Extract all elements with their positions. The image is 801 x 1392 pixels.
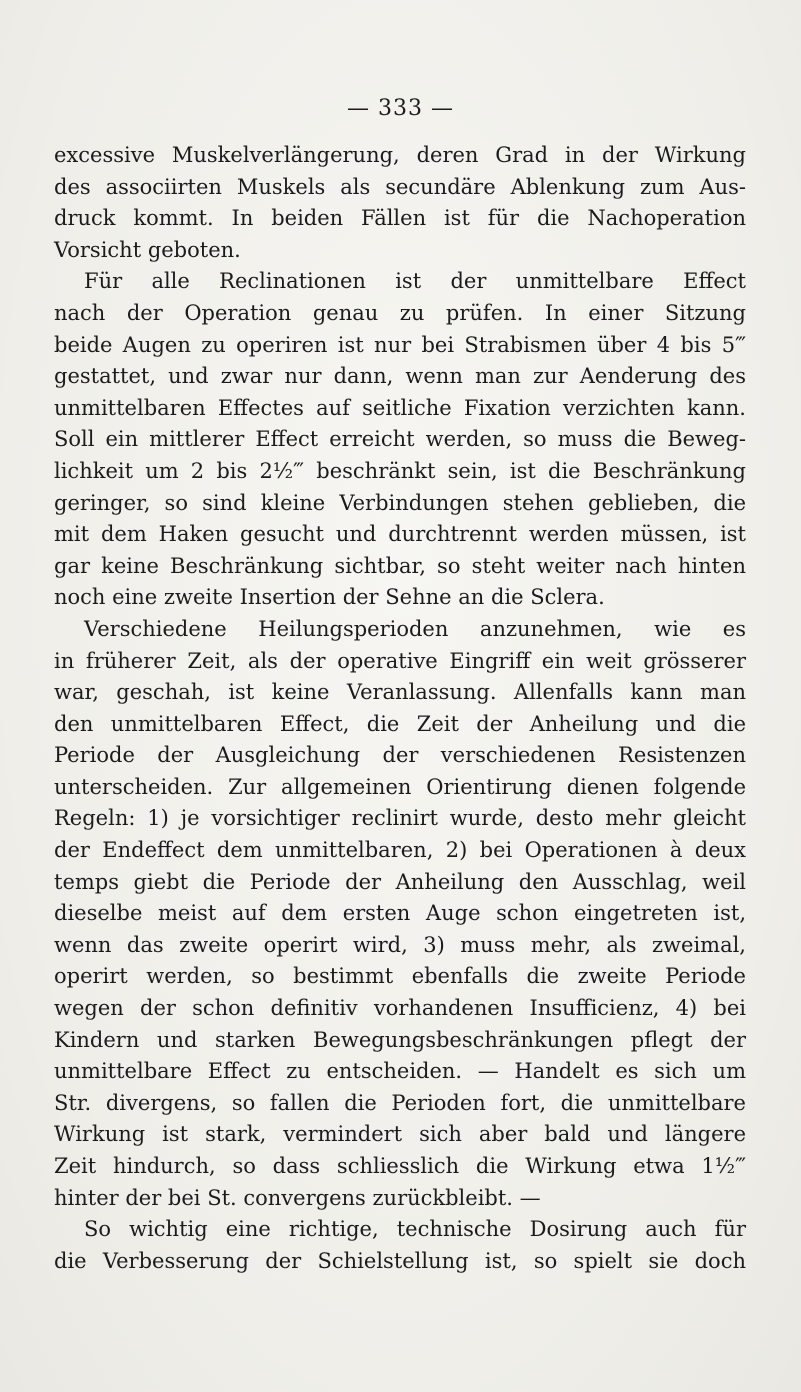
text-line: Regeln: 1) je vorsichtiger reclinirt wurde, desto mehr gleicht <box>54 806 746 831</box>
text-line: So wichtig eine richtige, technische Dosirung auch für <box>84 1217 746 1242</box>
text-line: Soll ein mittlerer Effect erreicht werden, so muss die Beweg- <box>54 427 746 452</box>
text-line: lichkeit um 2 bis 2½‴ beschränkt sein, ist die Beschränkung <box>54 458 746 483</box>
text-line: Kindern und starken Bewegungsbeschränkungen pflegt der <box>54 1027 746 1052</box>
text-line: die Verbesserung der Schielstellung ist, so spielt sie doch <box>54 1248 746 1273</box>
text-line: Wirkung ist stark, vermindert sich aber bald und längere <box>54 1122 746 1147</box>
text-line: des associirten Muskels als secundäre Ablenkung zum Aus- <box>54 174 746 199</box>
text-line: war, geschah, ist keine Veranlassung. Allenfalls kann man <box>54 680 746 705</box>
text-line: geringer, so sind kleine Verbindungen stehen geblieben, die <box>54 490 746 515</box>
text-line: der Endeffect dem unmittelbaren, 2) bei Operationen à deux <box>54 838 746 863</box>
text-line: Str. divergens, so fallen die Perioden fort, die unmittelbare <box>54 1090 746 1115</box>
text-line: wenn das zweite operirt wird, 3) muss mehr, als zweimal, <box>54 932 746 957</box>
text-line: in früherer Zeit, als der operative Eingriff ein weit grösserer <box>54 648 746 673</box>
text-line: operirt werden, so bestimmt ebenfalls die zweite Periode <box>54 964 746 989</box>
page-number: — 333 — <box>347 96 454 121</box>
text-line: Verschiedene Heilungsperioden anzunehmen, wie es <box>84 616 746 641</box>
text-line: Zeit hindurch, so dass schliesslich die Wirkung etwa 1½‴ <box>54 1154 746 1178</box>
text-line: Vorsicht geboten. <box>54 237 241 262</box>
text-line: gar keine Beschränkung sichtbar, so steht weiter nach hinten <box>54 553 746 578</box>
text-line: dieselbe meist auf dem ersten Auge schon eingetreten ist, <box>54 901 746 926</box>
text-line: excessive Muskelverlängerung, deren Grad in der Wirkung <box>54 143 746 167</box>
text-line: unmittelbare Effect zu entscheiden. — Handelt es sich um <box>54 1059 746 1084</box>
text-line: unterscheiden. Zur allgemeinen Orientirung dienen folgende <box>54 774 746 799</box>
text-line: beide Augen zu operiren ist nur bei Strabismen über 4 bis 5‴ <box>54 332 746 357</box>
text-line: gestattet, und zwar nur dann, wenn man zur Aenderung des <box>54 364 746 389</box>
body-text <box>54 140 746 1277</box>
text-line: wegen der schon definitiv vorhandenen Insufficienz, 4) bei <box>54 996 746 1021</box>
text-line: mit dem Haken gesucht und durchtrennt werden müssen, ist <box>54 522 746 547</box>
text-line: hinter der bei St. convergens zurückbleibt. — <box>54 1185 541 1210</box>
text-line: noch eine zweite Insertion der Sehne an die Sclera. <box>54 585 605 610</box>
text-line: Für alle Reclinationen ist der unmittelbare Effect <box>84 269 746 294</box>
text-line: temps giebt die Periode der Anheilung den Ausschlag, weil <box>54 869 746 894</box>
text-line: unmittelbaren Effectes auf seitliche Fixation verzichten kann. <box>54 395 746 420</box>
text-line: Periode der Ausgleichung der verschiedenen Resistenzen <box>54 743 746 768</box>
text-line: druck kommt. In beiden Fällen ist für die Nachoperation <box>54 206 746 231</box>
text-line: den unmittelbaren Effect, die Zeit der Anheilung und die <box>54 711 746 736</box>
text-line: nach der Operation genau zu prüfen. In einer Sitzung <box>54 300 746 325</box>
